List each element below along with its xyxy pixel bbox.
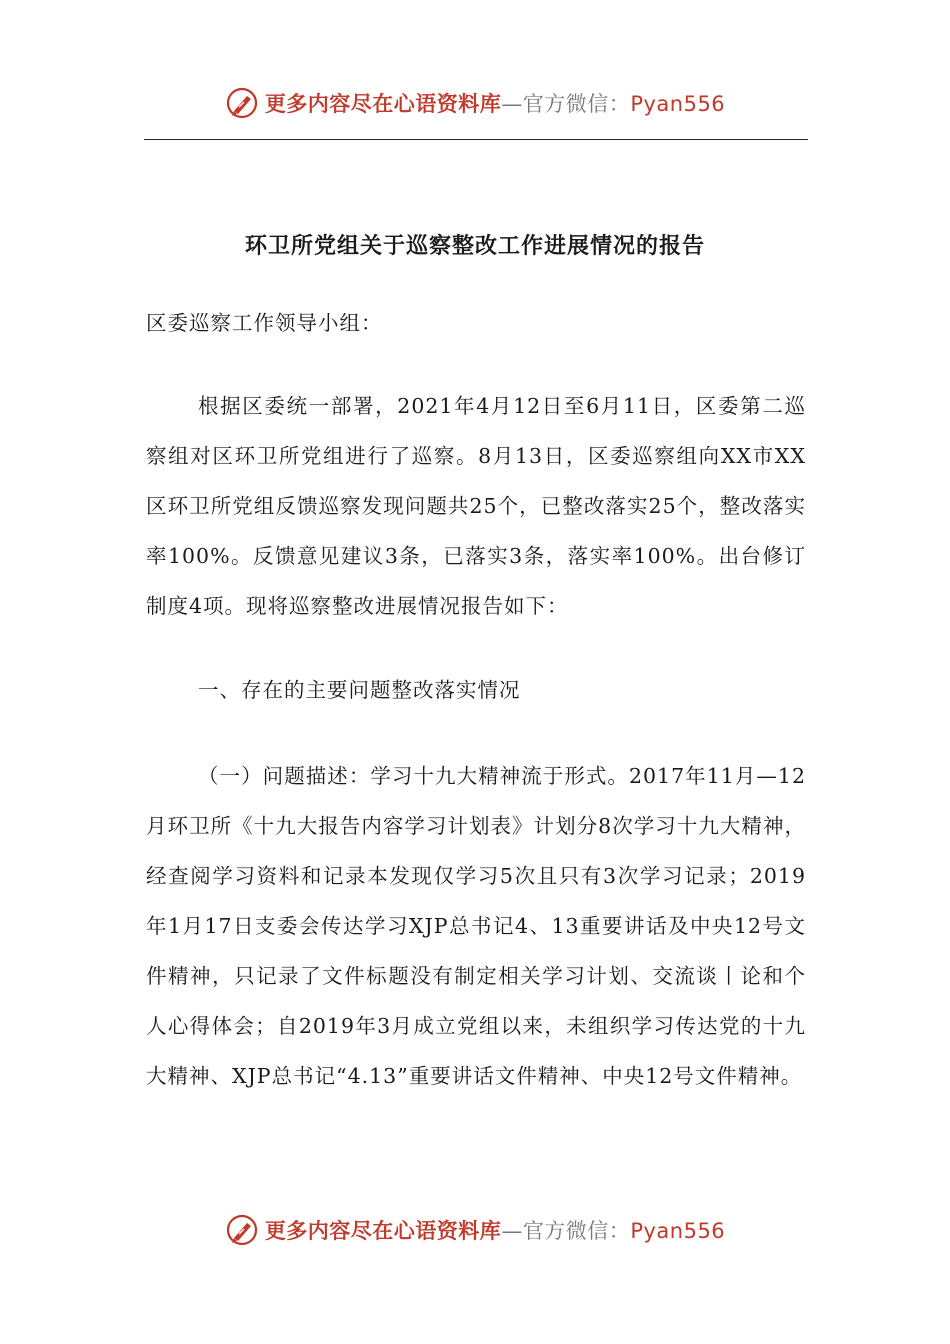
watermark-id: Pyan556 [630, 92, 726, 116]
document-title: 环卫所党组关于巡察整改工作进展情况的报告 [244, 232, 705, 259]
watermark-label: 官方微信： [522, 1219, 631, 1243]
watermark-text [265, 1215, 725, 1245]
watermark-id: Pyan556 [630, 1219, 726, 1243]
watermark-banner-top [0, 78, 950, 128]
section-heading-1: 一、存在的主要问题整改落实情况 [198, 678, 521, 702]
header-divider [144, 139, 808, 140]
paragraph-problem-1: （一）问题描述：学习十九大精神流于形式。2017年11月—12月环卫所《十九大报告内容学习计划表》计划分8次学习十九大精神，经查阅学习资料和记录本发现仅学习5次且只有3次学习记录；2019年1月17日支委会传达学习XJP总书记4、13重要讲话及中央12号文件精神，只记录了文件标题没有制定相关学习计划、交流谈丨论和个人心得体会；自2019年3月成立党组以来，未组织学习传达党的十九大精神、XJP总书记“4.13”重要讲话文件精神、中央12号文件精神。 [146, 764, 806, 1088]
watermark-main: 更多内容尽在心语资料库 [264, 92, 502, 116]
watermark-main: 更多内容尽在心语资料库 [264, 1219, 502, 1243]
watermark-dash: — [501, 92, 523, 116]
pen-nib-logo-icon [225, 86, 259, 120]
watermark-banner-bottom [0, 1205, 950, 1255]
watermark-label: 官方微信： [522, 92, 631, 116]
paragraph-intro: 根据区委统一部署，2021年4月12日至6月11日，区委第二巡察组对区环卫所党组进行了巡察。8月13日，区委巡察组向XX市XX区环卫所党组反馈巡察发现问题共25个，已整改落实25个，整改落实率100%。反馈意见建议3条，已落实3条，落实率100%。出台修订制度4项。现将巡察整改进展情况报告如下： [146, 394, 806, 618]
pen-nib-logo-icon [225, 1213, 259, 1247]
watermark-text [265, 88, 725, 118]
salutation: 区委巡察工作领导小组： [146, 311, 383, 335]
watermark-dash: — [501, 1219, 523, 1243]
